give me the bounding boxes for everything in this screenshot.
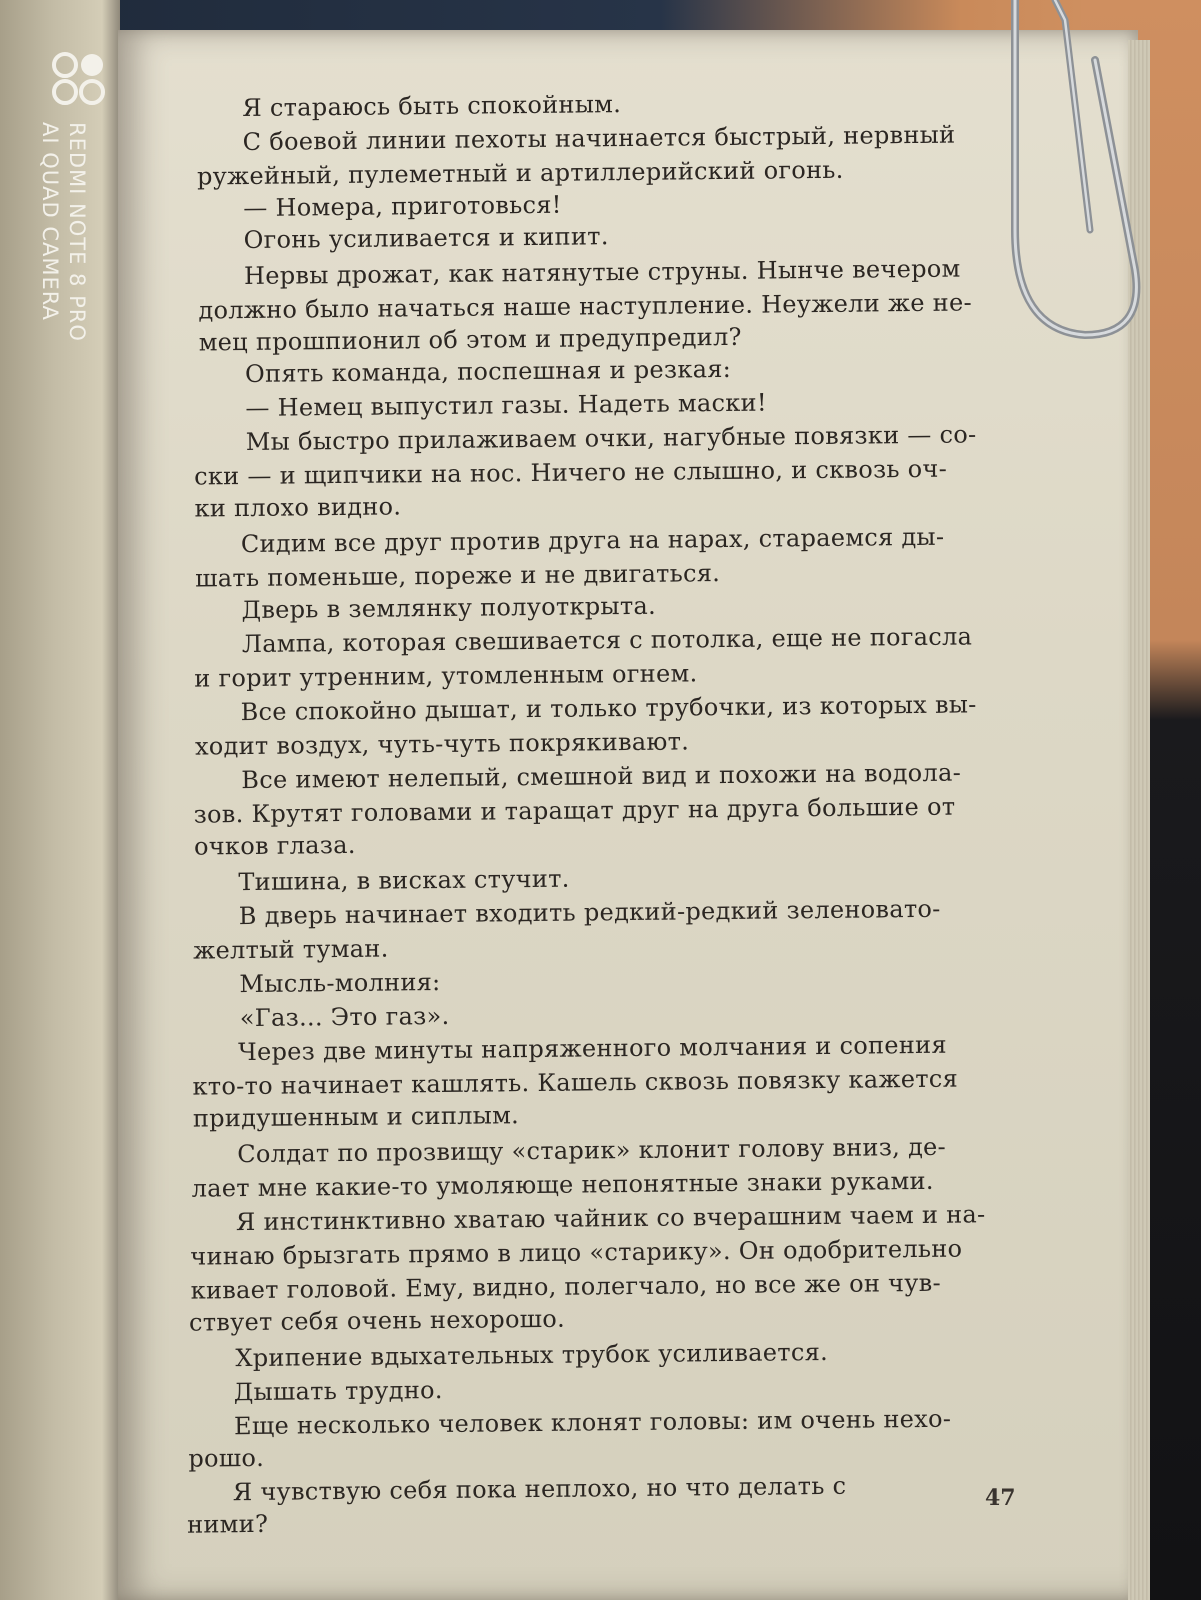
text-line: должно было начаться наше наступление. Неужели же не-	[198, 288, 973, 325]
text-line: Мысль-молния:	[239, 968, 441, 999]
text-line: зов. Крутят головами и таращат друг на друга большие от	[193, 792, 956, 829]
text-line: ки плохо видно.	[194, 492, 402, 523]
text-line: мец пpошпионил об этом и предупредил?	[198, 322, 742, 357]
text-line: рошо.	[188, 1443, 265, 1473]
text-line: Лампа, которая свешивается с потолка, еще не погасла	[241, 622, 973, 659]
text-line: очков глаза.	[193, 830, 356, 861]
text-line: и горит утренним, утомленным огнем.	[194, 659, 698, 693]
camera-logo-icon	[50, 50, 110, 110]
text-line: Через две минуты напряженного молчания и сопения	[238, 1030, 947, 1067]
camera-watermark	[38, 50, 118, 390]
text-line: Все спокойно дышат, и только трубочки, из которых вы-	[240, 690, 977, 727]
text-line: Все имеют нелепый, смешной вид и похожи на водола-	[241, 758, 962, 795]
text-line: «Газ... Это газ».	[239, 1001, 450, 1033]
watermark-line-1: REDMI NOTE 8 PRO	[65, 122, 89, 342]
text-line: Дверь в землянку полуоткрыта.	[241, 591, 657, 625]
text-line: шать поменьше, пореже и не двигаться.	[195, 559, 721, 593]
text-line: Нервы дрожат, как натянутые струны. Нынче вечером	[243, 254, 961, 291]
text-line: Я стараюсь быть спокойным.	[242, 90, 622, 123]
text-line: желтый туман.	[192, 934, 389, 965]
watermark-line-2: AI QUAD CAMERA	[38, 122, 62, 321]
text-line: Сидим все друг против друга на нарах, стараемся ды-	[240, 522, 945, 559]
text-line: кивает головой. Ему, видно, полегчало, но все же он чув-	[190, 1268, 942, 1305]
text-line: С боевой линии пехоты начинается быстрый, нервный	[242, 120, 956, 157]
text-line: ними?	[186, 1509, 269, 1539]
text-line: Тишина, в висках стучит.	[238, 864, 570, 897]
text-line: придушенным и сиплым.	[192, 1101, 520, 1133]
text-line: ствует себя очень нехорошо.	[188, 1304, 566, 1337]
text-line: Мы быстро прилаживаем очки, нагубные повязки — со-	[245, 420, 977, 457]
text-line: Хрипение вдыхательных трубок усиливается.	[235, 1337, 829, 1373]
text-line: — Немец выпустил газы. Надеть маски!	[245, 388, 767, 423]
text-line: чинаю брызгать прямо в лицо «старику». Он одобрительно	[190, 1234, 963, 1271]
text-line: — Номера, приготовься!	[243, 190, 562, 223]
text-line: Солдат по прозвищу «старик» клонит голову вниз, де-	[237, 1132, 947, 1169]
camera-watermark-text	[36, 122, 90, 342]
text-line: ски — и щипчики на нос. Ничего не слышно, и сквозь оч-	[194, 454, 948, 491]
text-line: Дышать трудно.	[233, 1376, 443, 1407]
text-line: В дверь начинает входить редкий-редкий зеленовато-	[238, 894, 941, 931]
book-text	[150, 71, 1045, 1539]
text-line: Я инстинктивно хватаю чайник со вчерашним чаем и на-	[235, 1200, 986, 1237]
text-line: лает мне какие-то умоляюще непонятные знаки руками.	[191, 1166, 934, 1203]
text-line: Опять команда, поспешная и резкая:	[244, 354, 732, 389]
text-line: Еще несколько человек клонят головы: им очень нехо-	[233, 1404, 952, 1441]
text-line: ходит воздух, чуть-чуть покрякивают.	[194, 727, 690, 761]
text-line: Я чувствую себя пока неплохо, но что делать с	[232, 1471, 847, 1507]
text-line: ружейный, пулеметный и артиллерийский огонь.	[196, 155, 844, 191]
text-line: Огонь усиливается и кипит.	[243, 222, 609, 255]
page-number: 47	[985, 1485, 1016, 1511]
text-line: кто-то начинает кашлять. Кашель сквозь повязку кажется	[192, 1064, 959, 1101]
